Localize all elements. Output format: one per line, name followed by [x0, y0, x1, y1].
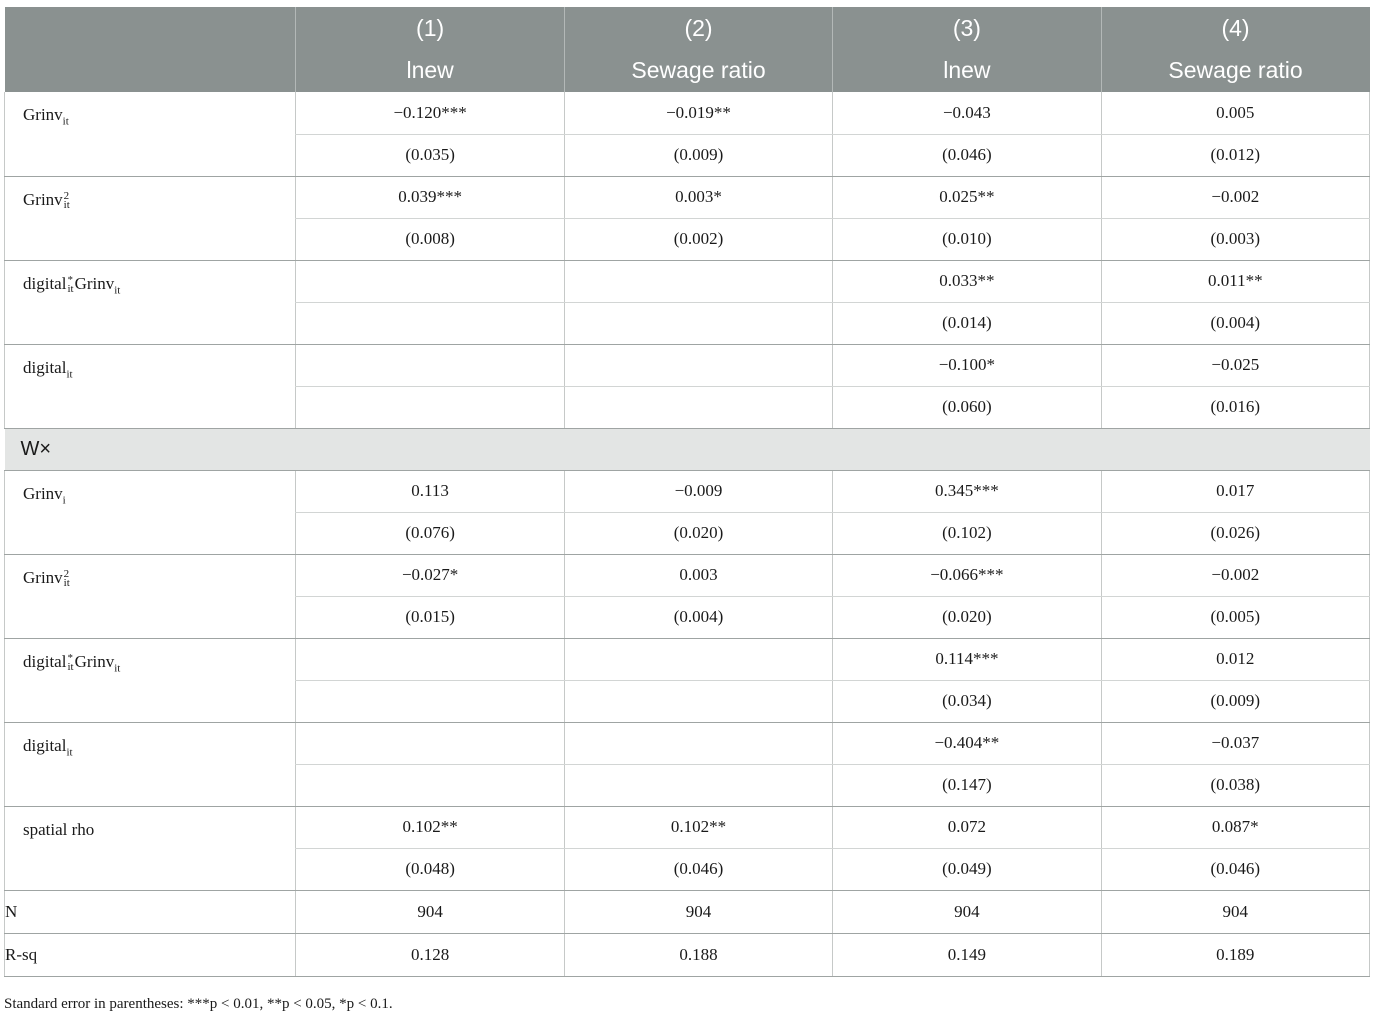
- se-cell: [564, 386, 832, 428]
- se-cell: (0.076): [296, 512, 564, 554]
- col-number: (1): [296, 7, 564, 49]
- header-row-numbers: [5, 7, 1370, 49]
- coef-cell: 0.003: [564, 554, 832, 596]
- n-cell: 904: [564, 890, 832, 933]
- coef-cell: 0.039***: [296, 176, 564, 218]
- header-corner: [5, 49, 296, 92]
- coef-cell: 0.102**: [564, 806, 832, 848]
- coef-cell: [296, 260, 564, 302]
- se-cell: [564, 680, 832, 722]
- table-row: [5, 344, 1370, 386]
- coef-cell: 0.012: [1101, 638, 1369, 680]
- coef-cell: 0.033**: [833, 260, 1101, 302]
- se-cell: (0.046): [1101, 848, 1369, 890]
- coef-cell: −0.043: [833, 92, 1101, 134]
- table-row-n: [5, 890, 1370, 933]
- se-cell: (0.014): [833, 302, 1101, 344]
- coef-cell: −0.066***: [833, 554, 1101, 596]
- row-label-digital-x-grinv: digital * it Grinv$_{it}$: [5, 260, 296, 344]
- se-cell: (0.020): [833, 596, 1101, 638]
- table-row: [5, 638, 1370, 680]
- rsq-cell: 0.188: [564, 933, 832, 976]
- row-label-digital-it: digital$_{it}$: [5, 344, 296, 428]
- coef-cell: −0.120***: [296, 92, 564, 134]
- table-row: [5, 470, 1370, 512]
- col-name: Sewage ratio: [564, 49, 832, 92]
- coef-cell: −0.037: [1101, 722, 1369, 764]
- coef-cell: −0.025: [1101, 344, 1369, 386]
- col-number: (3): [833, 7, 1101, 49]
- se-cell: [296, 386, 564, 428]
- se-cell: (0.034): [833, 680, 1101, 722]
- se-cell: (0.020): [564, 512, 832, 554]
- coef-cell: 0.087*: [1101, 806, 1369, 848]
- coef-cell: 0.113: [296, 470, 564, 512]
- se-cell: (0.102): [833, 512, 1101, 554]
- row-label-grinv-it: Grinv$_{it}$: [5, 92, 296, 176]
- n-cell: 904: [296, 890, 564, 933]
- coef-cell: 0.345***: [833, 470, 1101, 512]
- coef-cell: [564, 638, 832, 680]
- coef-cell: 0.114***: [833, 638, 1101, 680]
- table-row-rsq: [5, 933, 1370, 976]
- se-cell: (0.003): [1101, 218, 1369, 260]
- coef-cell: 0.011**: [1101, 260, 1369, 302]
- coef-cell: [564, 260, 832, 302]
- row-label-n: N: [5, 890, 296, 933]
- se-cell: (0.046): [564, 848, 832, 890]
- coef-cell: −0.100*: [833, 344, 1101, 386]
- col-name: Sewage ratio: [1101, 49, 1369, 92]
- se-cell: (0.008): [296, 218, 564, 260]
- se-cell: (0.147): [833, 764, 1101, 806]
- se-cell: [296, 764, 564, 806]
- coef-cell: 0.005: [1101, 92, 1369, 134]
- n-cell: 904: [833, 890, 1101, 933]
- table-footnote: Standard error in parentheses: ***p < 0.01, **p < 0.05, *p < 0.1.: [4, 996, 393, 1012]
- se-cell: (0.009): [1101, 680, 1369, 722]
- rsq-cell: 0.128: [296, 933, 564, 976]
- coef-cell: −0.019**: [564, 92, 832, 134]
- coef-cell: −0.009: [564, 470, 832, 512]
- se-cell: (0.038): [1101, 764, 1369, 806]
- table-row: [5, 722, 1370, 764]
- se-cell: (0.046): [833, 134, 1101, 176]
- se-cell: (0.035): [296, 134, 564, 176]
- section-row-wx: [5, 428, 1370, 470]
- coef-cell: [564, 722, 832, 764]
- header-row-names: [5, 49, 1370, 92]
- table-row: [5, 554, 1370, 596]
- row-label-rsq: R-sq: [5, 933, 296, 976]
- row-label-digital-x-grinv: digital * it Grinv$_{it}$: [5, 638, 296, 722]
- se-cell: (0.002): [564, 218, 832, 260]
- rsq-cell: 0.149: [833, 933, 1101, 976]
- row-label-grinv-i: Grinv$_i$: [5, 470, 296, 554]
- se-cell: (0.060): [833, 386, 1101, 428]
- section-label: W×: [5, 428, 1370, 470]
- table-row: [5, 806, 1370, 848]
- se-cell: (0.012): [1101, 134, 1369, 176]
- coef-cell: −0.002: [1101, 554, 1369, 596]
- se-cell: (0.016): [1101, 386, 1369, 428]
- col-number: (2): [564, 7, 832, 49]
- coef-cell: [296, 722, 564, 764]
- table-row: [5, 92, 1370, 134]
- se-cell: (0.004): [1101, 302, 1369, 344]
- row-label-spatial-rho: spatial rho: [5, 806, 296, 890]
- coef-cell: 0.072: [833, 806, 1101, 848]
- coef-cell: −0.404**: [833, 722, 1101, 764]
- coef-cell: [296, 638, 564, 680]
- rsq-cell: 0.189: [1101, 933, 1369, 976]
- row-label-grinv-sq-it: Grinv 2 it: [5, 554, 296, 638]
- se-cell: (0.048): [296, 848, 564, 890]
- row-label-digital-it: digital$_{it}$: [5, 722, 296, 806]
- col-number: (4): [1101, 7, 1369, 49]
- coef-cell: 0.025**: [833, 176, 1101, 218]
- coef-cell: 0.003*: [564, 176, 832, 218]
- col-name: lnew: [296, 49, 564, 92]
- header-corner: [5, 7, 296, 49]
- regression-table: [4, 7, 1370, 977]
- col-name: lnew: [833, 49, 1101, 92]
- n-cell: 904: [1101, 890, 1369, 933]
- se-cell: (0.009): [564, 134, 832, 176]
- coef-cell: −0.002: [1101, 176, 1369, 218]
- coef-cell: [296, 344, 564, 386]
- se-cell: (0.049): [833, 848, 1101, 890]
- table-row: [5, 176, 1370, 218]
- se-cell: (0.005): [1101, 596, 1369, 638]
- se-cell: (0.015): [296, 596, 564, 638]
- se-cell: [296, 680, 564, 722]
- coef-cell: 0.017: [1101, 470, 1369, 512]
- se-cell: (0.010): [833, 218, 1101, 260]
- se-cell: [564, 764, 832, 806]
- coef-cell: 0.102**: [296, 806, 564, 848]
- coef-cell: −0.027*: [296, 554, 564, 596]
- se-cell: [296, 302, 564, 344]
- se-cell: (0.026): [1101, 512, 1369, 554]
- coef-cell: [564, 344, 832, 386]
- table-row: [5, 260, 1370, 302]
- row-label-grinv-sq-it: Grinv 2 it: [5, 176, 296, 260]
- se-cell: (0.004): [564, 596, 832, 638]
- se-cell: [564, 302, 832, 344]
